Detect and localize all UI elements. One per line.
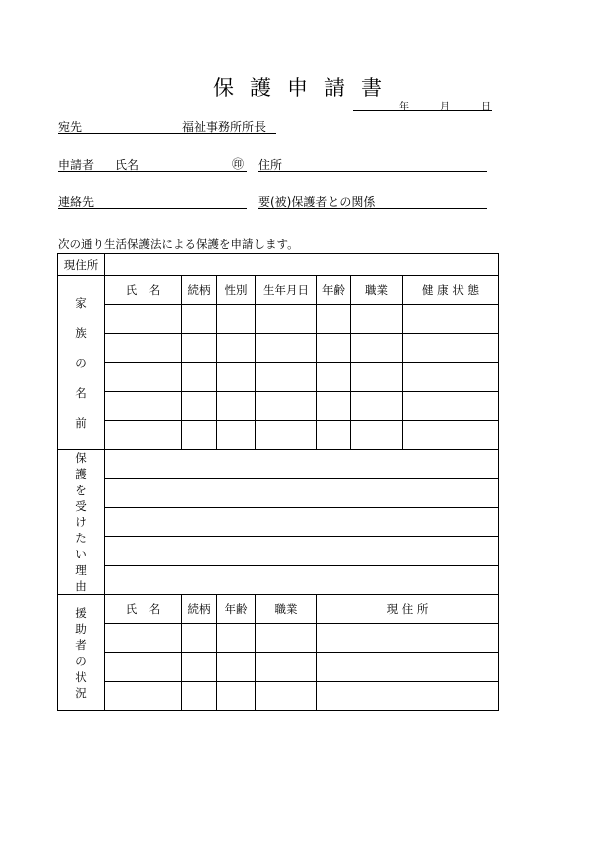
family-cell[interactable] xyxy=(317,363,351,392)
helper-cell[interactable] xyxy=(105,653,182,682)
family-cell[interactable] xyxy=(105,334,182,363)
helper-row xyxy=(58,624,499,653)
applicant-address-underline xyxy=(258,171,487,172)
reason-line[interactable] xyxy=(105,479,499,508)
family-side-label: 家 族 の 名 前 xyxy=(58,276,105,450)
family-cell[interactable] xyxy=(403,334,499,363)
family-row xyxy=(58,363,499,392)
seal-mark: ㊞ xyxy=(232,157,245,171)
helper-cell[interactable] xyxy=(256,682,317,711)
family-cell[interactable] xyxy=(403,392,499,421)
family-cell[interactable] xyxy=(217,305,256,334)
family-cell[interactable] xyxy=(351,421,403,450)
family-header-health: 健 康 状 態 xyxy=(403,276,499,305)
family-cell[interactable] xyxy=(217,421,256,450)
helper-cell[interactable] xyxy=(256,653,317,682)
family-cell[interactable] xyxy=(351,305,403,334)
contact-label: 連絡先 xyxy=(58,195,95,209)
page-title: 保護申請書 xyxy=(213,76,398,100)
family-row xyxy=(58,305,499,334)
family-header-birthdate: 生年月日 xyxy=(256,276,317,305)
family-cell[interactable] xyxy=(182,392,217,421)
family-cell[interactable] xyxy=(217,392,256,421)
relation-underline xyxy=(258,208,487,209)
applicant-label: 申請者 xyxy=(58,158,95,172)
family-cell[interactable] xyxy=(351,392,403,421)
helper-cell[interactable] xyxy=(217,624,256,653)
helper-cell[interactable] xyxy=(217,682,256,711)
family-cell[interactable] xyxy=(217,334,256,363)
helper-cell[interactable] xyxy=(256,624,317,653)
family-header-age: 年齢 xyxy=(317,276,351,305)
current-address-label: 現住所 xyxy=(58,254,105,276)
family-cell[interactable] xyxy=(256,334,317,363)
family-header-name: 氏 名 xyxy=(105,276,182,305)
family-cell[interactable] xyxy=(256,305,317,334)
reason-line[interactable] xyxy=(105,450,499,479)
reason-line[interactable] xyxy=(105,566,499,595)
applicant-address-label: 住所 xyxy=(258,158,283,172)
helper-header-age: 年齢 xyxy=(217,595,256,624)
helper-cell[interactable] xyxy=(317,682,499,711)
helper-cell[interactable] xyxy=(182,682,217,711)
applicant-name-underline xyxy=(58,171,247,172)
date-day-label: 日 xyxy=(481,102,491,113)
date-year-label: 年 xyxy=(399,102,409,113)
addressee-value: 福祉事務所所長 xyxy=(182,120,267,134)
helper-header-name: 氏 名 xyxy=(105,595,182,624)
reason-side-label: 保 護 を 受 け た い 理 由 xyxy=(58,450,105,595)
family-header-sex: 性別 xyxy=(217,276,256,305)
family-cell[interactable] xyxy=(105,421,182,450)
family-cell[interactable] xyxy=(105,305,182,334)
addressee-underline xyxy=(58,133,276,134)
family-cell[interactable] xyxy=(256,363,317,392)
helper-cell[interactable] xyxy=(317,653,499,682)
helper-cell[interactable] xyxy=(182,653,217,682)
helper-side-label: 援 助 者 の 状 況 xyxy=(58,595,105,711)
family-row xyxy=(58,421,499,450)
reason-line[interactable] xyxy=(105,537,499,566)
applicant-name-label: 氏名 xyxy=(115,158,140,172)
family-cell[interactable] xyxy=(317,421,351,450)
family-cell[interactable] xyxy=(182,363,217,392)
helper-cell[interactable] xyxy=(182,624,217,653)
addressee-label: 宛先 xyxy=(58,120,83,134)
family-cell[interactable] xyxy=(351,363,403,392)
current-address-field[interactable] xyxy=(105,254,499,276)
family-cell[interactable] xyxy=(351,334,403,363)
family-row xyxy=(58,334,499,363)
family-cell[interactable] xyxy=(182,305,217,334)
helper-header-address: 現 住 所 xyxy=(317,595,499,624)
family-header-relation: 続柄 xyxy=(182,276,217,305)
family-cell[interactable] xyxy=(403,363,499,392)
family-cell[interactable] xyxy=(256,392,317,421)
family-cell[interactable] xyxy=(403,421,499,450)
helper-cell[interactable] xyxy=(317,624,499,653)
helper-cell[interactable] xyxy=(105,682,182,711)
contact-underline xyxy=(58,208,247,209)
helper-cell[interactable] xyxy=(105,624,182,653)
family-cell[interactable] xyxy=(105,363,182,392)
family-row xyxy=(58,392,499,421)
relation-label: 要(被)保護者との関係 xyxy=(258,195,376,209)
family-header-job: 職業 xyxy=(351,276,403,305)
family-cell[interactable] xyxy=(182,334,217,363)
family-cell[interactable] xyxy=(256,421,317,450)
family-cell[interactable] xyxy=(317,392,351,421)
family-cell[interactable] xyxy=(217,363,256,392)
intro-text: 次の通り生活保護法による保護を申請します。 xyxy=(58,237,299,251)
reason-line[interactable] xyxy=(105,508,499,537)
family-cell[interactable] xyxy=(317,334,351,363)
helper-row xyxy=(58,653,499,682)
helper-header-relation: 続柄 xyxy=(182,595,217,624)
family-cell[interactable] xyxy=(403,305,499,334)
date-underline xyxy=(353,110,492,111)
helper-row xyxy=(58,682,499,711)
family-cell[interactable] xyxy=(105,392,182,421)
family-cell[interactable] xyxy=(317,305,351,334)
family-cell[interactable] xyxy=(182,421,217,450)
helper-cell[interactable] xyxy=(217,653,256,682)
date-month-label: 月 xyxy=(440,102,450,113)
application-table xyxy=(57,253,499,711)
helper-header-job: 職業 xyxy=(256,595,317,624)
